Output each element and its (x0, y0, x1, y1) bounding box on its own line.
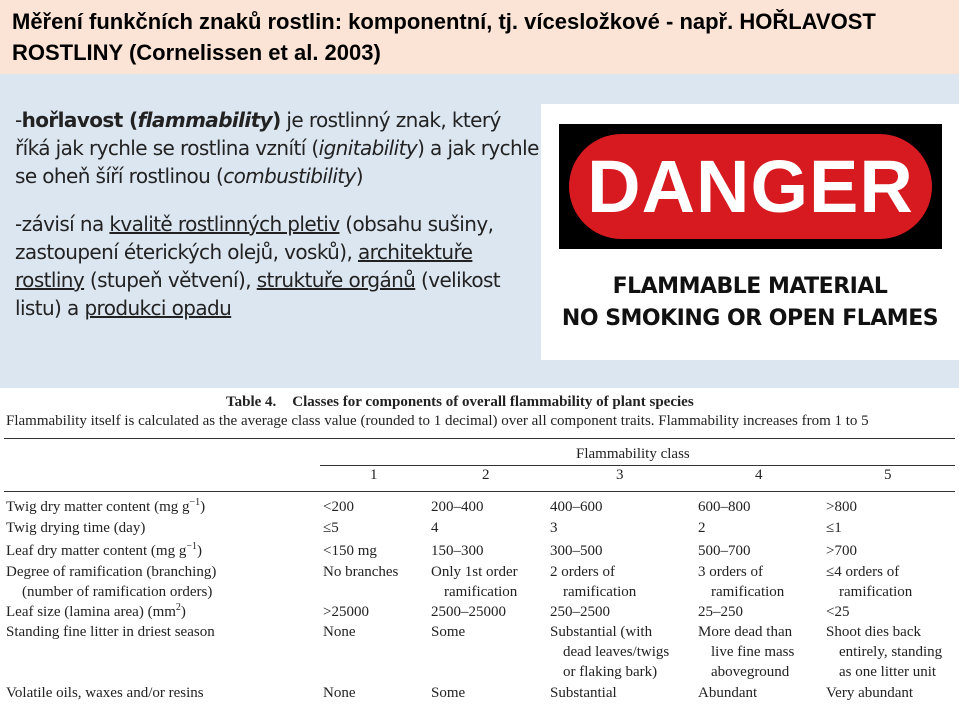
table-value-cell (323, 602, 369, 622)
table-trait-cell (6, 518, 145, 538)
table-value-cell (826, 602, 849, 622)
underline-tissue-quality: kvalitě rostlinných pletiv (109, 212, 340, 236)
cell-line: 250–2500 (550, 604, 610, 620)
flammability-table (0, 388, 959, 718)
table-value-cell (826, 562, 912, 602)
table-value-cell (826, 683, 913, 703)
sign-line-no-smoking: NO SMOKING OR OPEN FLAMES (561, 306, 939, 331)
table-trait-cell (6, 562, 216, 602)
definition-text-2: a jak rychle se oheň šíří rostlinou (15, 136, 539, 188)
table-note: Flammability itself is calculated as the average class value (rounded to 1 decimal) over all component traits. Flammability increases from 1 to 5 (6, 413, 869, 429)
term-en: flammability (137, 108, 273, 132)
table-value-cell (826, 541, 857, 561)
trait-label: Twig drying time (day) (6, 520, 146, 536)
danger-sign-image (541, 104, 959, 360)
class-number: 4 (755, 467, 763, 483)
table-value-cell (550, 518, 558, 538)
cell-line: Shoot dies back (826, 624, 921, 640)
dependency-text-1: (obsahu sušiny, zastoupení éterických olejů, vosků), (15, 212, 494, 264)
cell-line: 25–250 (698, 604, 743, 620)
danger-oval (569, 134, 932, 239)
class-number: 1 (370, 467, 378, 483)
term-cz: hořlavost (21, 108, 123, 132)
sign-line-flammable: FLAMMABLE MATERIAL (612, 274, 888, 299)
cell-line: Some (431, 685, 466, 701)
table-caption (226, 394, 694, 411)
trait-superscript: −1 (189, 497, 201, 508)
table-trait-cell (6, 622, 215, 642)
class-number: 5 (884, 467, 892, 483)
table-value-cell (698, 683, 757, 703)
trait-label: Leaf size (lamina area) (mm (6, 604, 176, 620)
cell-line: No branches (323, 564, 399, 580)
cell-line: 2 (698, 520, 706, 536)
trait-superscript: 2 (175, 602, 181, 613)
cell-line: 300–500 (550, 543, 603, 559)
cell-line: 3 (550, 520, 558, 536)
trait-label: Volatile oils, waxes and/or resins (6, 685, 204, 701)
cell-line: ramification (711, 584, 785, 600)
cell-line: None (323, 624, 356, 640)
cell-line: 150–300 (431, 543, 484, 559)
cell-line: ramification (444, 584, 518, 600)
table-rule-top (4, 438, 955, 439)
table-trait-cell (6, 541, 202, 561)
cell-line: Substantial (with (550, 624, 653, 640)
table-value-cell (431, 683, 465, 703)
cell-line: Abundant (698, 685, 758, 701)
bullet-dash: - (15, 108, 22, 132)
cell-line: ≤1 (826, 520, 842, 536)
trait-label-end: ) (180, 604, 186, 620)
cell-line: 2500–25000 (431, 604, 506, 620)
table-value-cell (550, 602, 610, 622)
cell-line: Some (431, 624, 466, 640)
cell-line: <150 mg (323, 543, 377, 559)
dependency-lead: -závisí na (15, 212, 104, 236)
table-value-cell (550, 497, 603, 517)
table-value-cell (323, 518, 339, 538)
trait-label: Twig dry matter content (mg g (6, 499, 190, 515)
cell-line: ≤4 orders of (826, 564, 900, 580)
danger-header-panel (559, 124, 942, 249)
trait-label-line2: (number of ramification orders) (22, 584, 213, 600)
cell-line: dead leaves/twigs (563, 644, 670, 660)
cell-line: 200–400 (431, 499, 484, 515)
cell-line: >800 (826, 499, 857, 515)
table-trait-cell (6, 497, 205, 517)
dependency-text (15, 210, 540, 322)
cell-line: >700 (826, 543, 857, 559)
table-value-cell (550, 622, 669, 682)
cell-line: live fine mass (711, 644, 795, 660)
table-label: Table 4. (226, 394, 277, 410)
table-value-cell (826, 622, 942, 682)
cell-line: or flaking bark) (563, 664, 658, 680)
table-caption-text: Classes for components of overall flammability of plant species (292, 394, 694, 410)
cell-line: ≤5 (323, 520, 339, 536)
cell-line: More dead than (698, 624, 793, 640)
table-value-cell (431, 622, 465, 642)
term-horlavost: hořlavost (flammability) (21, 108, 281, 132)
cell-line: 2 orders of (550, 564, 615, 580)
flammability-definition: -hořlavost (flammability) je rostlinný znak, který říká jak rychle se rostlina vznítí (ignitability) a jak rychle se oheň šíří rostlinou (combustibility) (15, 108, 539, 188)
table-value-cell (698, 497, 751, 517)
table-value-cell (698, 541, 751, 561)
table-value-cell (826, 497, 857, 517)
cell-line: 4 (431, 520, 439, 536)
cell-line: 600–800 (698, 499, 751, 515)
trait-label-end: ) (197, 543, 202, 559)
table-trait-cell (6, 683, 204, 703)
cell-line: None (323, 685, 356, 701)
cell-line: 400–600 (550, 499, 603, 515)
table-value-cell (826, 518, 842, 538)
term-ignitability: ignitability (318, 136, 418, 160)
table-value-cell (323, 562, 398, 582)
trait-label: Standing fine litter in driest season (6, 624, 215, 640)
table-value-cell (323, 541, 377, 561)
cell-line: <200 (323, 499, 354, 515)
table-value-cell (698, 602, 743, 622)
flammability-class-header: Flammability class (576, 446, 690, 462)
cell-line: ramification (839, 584, 913, 600)
table-value-cell (323, 622, 356, 642)
underline-organ-structure: struktuře orgánů (256, 268, 416, 292)
table-value-cell (698, 518, 706, 538)
class-header-rule (320, 465, 955, 466)
cell-line: 500–700 (698, 543, 751, 559)
trait-label-end: ) (200, 499, 206, 515)
underline-litter-production: produkci opadu (84, 296, 232, 320)
table-value-cell (431, 562, 518, 602)
dependency-text-2: (stupeň větvení), (89, 268, 251, 292)
danger-headline: DANGER (587, 144, 914, 228)
table-value-cell (431, 602, 506, 622)
table-value-cell (431, 497, 484, 517)
cell-line: as one litter unit (839, 664, 937, 680)
cell-line: entirely, standing (839, 644, 943, 660)
table-value-cell (323, 683, 356, 703)
cell-line: <25 (826, 604, 850, 620)
title-bar (0, 0, 959, 74)
table-trait-cell (6, 602, 186, 622)
table-value-cell (550, 562, 636, 602)
underline-architecture: architektuře rostliny (15, 240, 473, 292)
trait-label: Degree of ramification (branching) (6, 564, 217, 580)
table-value-cell (431, 518, 439, 538)
table-value-cell (698, 562, 784, 602)
class-number: 2 (482, 467, 490, 483)
definition-text-1: je rostlinný znak, který říká jak rychle se rostlina vznítí (15, 108, 501, 160)
table-value-cell (550, 683, 617, 703)
slide-title: Měření funkčních znaků rostlin: komponentní, tj. vícesložkové - např. HOŘLAVOST ROSTLINY (Cornelissen et al. 2003) (12, 9, 876, 65)
trait-label: Leaf dry matter content (mg g (6, 543, 187, 559)
cell-line: 3 orders of (698, 564, 763, 580)
cell-line: Substantial (550, 685, 617, 701)
table-value-cell (550, 541, 603, 561)
slide-body-text (15, 106, 540, 322)
dependency-text-3: (velikost listu) a (15, 268, 501, 320)
trait-superscript: −1 (186, 541, 197, 552)
term-combustibility: combustibility (223, 164, 356, 188)
class-number: 3 (616, 467, 624, 483)
cell-line: Very abundant (826, 685, 914, 701)
cell-line: ramification (563, 584, 637, 600)
cell-line: >25000 (323, 604, 369, 620)
cell-line: Only 1st order (431, 564, 518, 580)
table-rule-header-bottom (4, 491, 955, 492)
table-value-cell (431, 541, 484, 561)
table-value-cell (698, 622, 794, 682)
table-value-cell (323, 497, 354, 517)
cell-line: aboveground (711, 664, 790, 680)
